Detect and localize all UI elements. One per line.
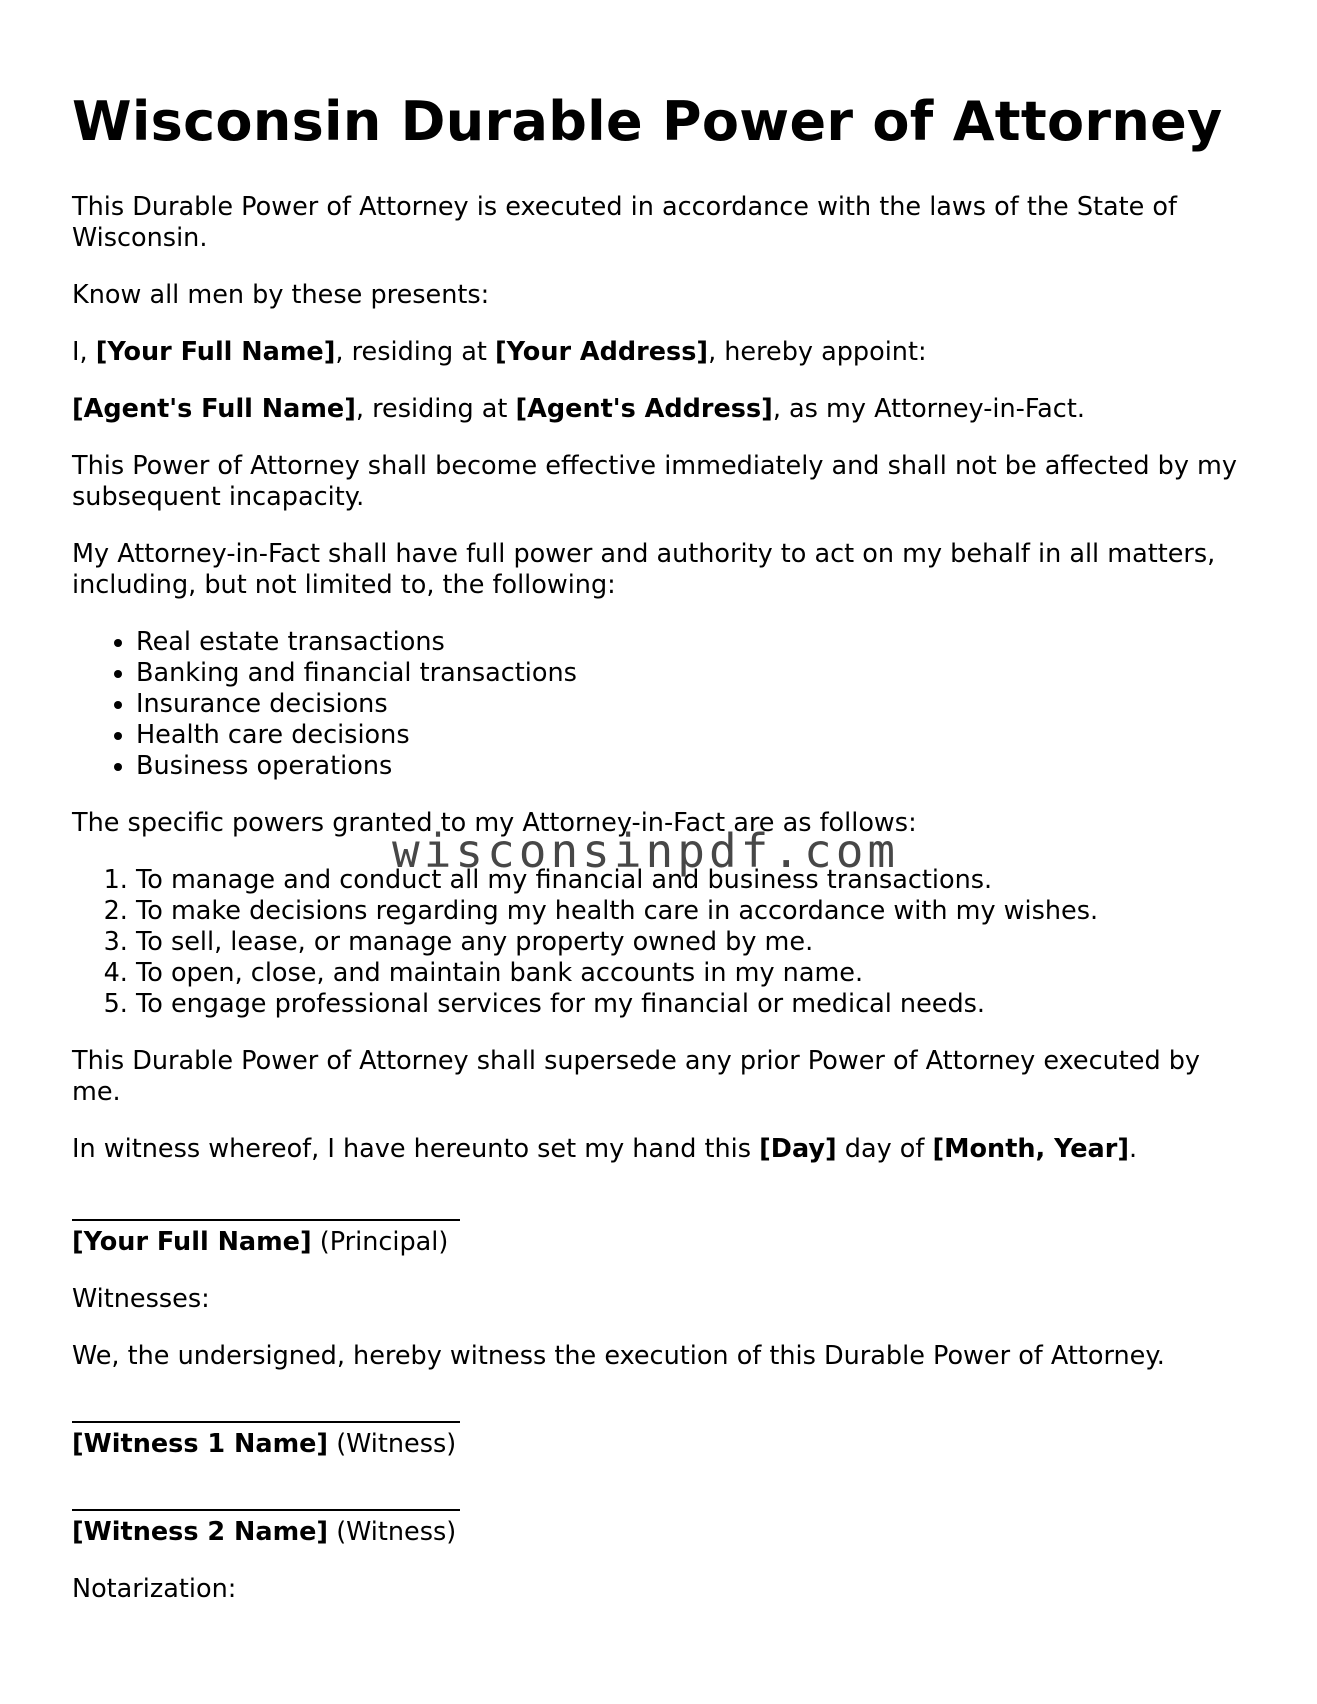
know-all-paragraph: Know all men by these presents: <box>72 280 490 310</box>
witness2-signature-line[interactable] <box>72 1485 460 1511</box>
witness-clause-suffix: . <box>1128 1134 1138 1164</box>
list-item: 1. To manage and conduct all my financial and business transactions. <box>136 865 1252 896</box>
appoint-mid: , residing at <box>335 337 496 367</box>
specific-powers-intro: The specific powers granted to my Attorney-in-Fact are as follows: <box>72 808 917 838</box>
witness-clause-prefix: In witness whereof, I have hereunto set my hand this <box>72 1134 760 1164</box>
principal-signature-line[interactable] <box>72 1195 460 1221</box>
principal-signature-label <box>72 1227 1252 1258</box>
agent-mid: , residing at <box>355 394 516 424</box>
agent-paragraph <box>72 394 1252 425</box>
notarization-heading: Notarization: <box>72 1574 237 1604</box>
principal-name-placeholder: [Your Full Name] <box>95 337 336 367</box>
list-item: 3. To sell, lease, or manage any property owned by me. <box>136 927 1252 958</box>
intro-paragraph: This Durable Power of Attorney is executed in accordance with the laws of the State of Wisconsin. <box>72 192 1178 253</box>
list-item: 5. To engage professional services for my financial or medical needs. <box>136 989 1252 1020</box>
witness-clause-paragraph <box>72 1134 1252 1165</box>
witnesses-heading: Witnesses: <box>72 1284 210 1314</box>
list-item: • Business operations <box>136 751 1252 782</box>
month-year-placeholder: [Month, Year] <box>932 1134 1129 1164</box>
appoint-paragraph <box>72 337 1252 368</box>
witness2-role: (Witness) <box>328 1517 457 1547</box>
witness-clause-mid: day of <box>836 1134 933 1164</box>
effective-paragraph: This Power of Attorney shall become effective immediately and shall not be affected by my subsequent incapacity. <box>72 451 1237 512</box>
witness1-signature-line[interactable] <box>72 1397 460 1423</box>
list-item: • Health care decisions <box>136 720 1252 751</box>
list-item: • Insurance decisions <box>136 689 1252 720</box>
appoint-prefix: I, <box>72 337 96 367</box>
agent-address-placeholder: [Agent's Address] <box>515 394 773 424</box>
watermark-text: wisconsinpdf.com <box>392 824 900 878</box>
witness2-name: [Witness 2 Name] <box>72 1517 329 1547</box>
supersede-paragraph: This Durable Power of Attorney shall supersede any prior Power of Attorney executed by me. <box>72 1046 1201 1107</box>
powers-list <box>72 865 1252 1020</box>
appoint-suffix: , hereby appoint: <box>708 337 927 367</box>
day-placeholder: [Day] <box>759 1134 837 1164</box>
witness-statement: We, the undersigned, hereby witness the execution of this Durable Power of Attorney. <box>72 1341 1165 1371</box>
witness1-role: (Witness) <box>328 1429 457 1459</box>
list-item: • Real estate transactions <box>136 627 1252 658</box>
witness1-name: [Witness 1 Name] <box>72 1429 329 1459</box>
principal-signature-role: (Principal) <box>311 1227 449 1257</box>
agent-name-placeholder: [Agent's Full Name] <box>72 394 356 424</box>
witness1-signature-label <box>72 1429 1252 1460</box>
agent-suffix: , as my Attorney-in-Fact. <box>772 394 1085 424</box>
principal-address-placeholder: [Your Address] <box>495 337 709 367</box>
authority-paragraph: My Attorney-in-Fact shall have full power and authority to act on my behalf in all matters, including, but not limited to, the following: <box>72 539 1216 600</box>
list-item: • Banking and financial transactions <box>136 658 1252 689</box>
witness2-signature-label <box>72 1517 1252 1548</box>
list-item: 4. To open, close, and maintain bank accounts in my name. <box>136 958 1252 989</box>
matters-list <box>72 627 1252 782</box>
principal-signature-name: [Your Full Name] <box>72 1227 312 1257</box>
document-page <box>72 90 1252 1631</box>
list-item: 2. To make decisions regarding my health care in accordance with my wishes. <box>136 896 1252 927</box>
document-title: Wisconsin Durable Power of Attorney <box>72 90 1223 153</box>
